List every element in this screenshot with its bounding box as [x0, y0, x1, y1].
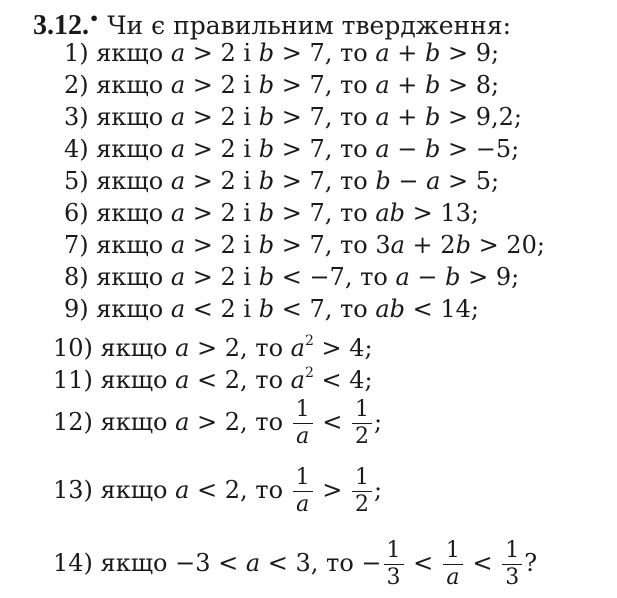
statement-item-8: 8) якщо a > 2 і b < −7, то a − b > 9;: [64, 263, 520, 291]
statement-item-2: 2) якщо a > 2 і b > 7, то a + b > 8;: [64, 71, 500, 99]
fraction: $\frac{1}{a}$: [443, 538, 463, 591]
statement-item-4: 4) якщо a > 2 і b > 7, то a − b > −5;: [64, 135, 520, 163]
statement-item-3: 3) якщо a > 2 і b > 7, то a + b > 9,2;: [64, 103, 523, 131]
statement-item-1: 1) якщо a > 2 і b > 7, то a + b > 9;: [64, 39, 500, 67]
fraction: $\frac{1}{3}$: [502, 538, 522, 591]
fraction: $\frac{1}{3}$: [384, 538, 404, 591]
statement-item-10: 10) якщо a > 2, то $a^2 > 4$;: [53, 333, 373, 362]
fraction: $\frac{1}{a}$: [293, 465, 313, 518]
difficulty-marker: •: [89, 9, 100, 28]
statement-item-14: 14) якщо −3 < a < 3, то − $\frac{1}{3}$ < $\frac{1}{a}$ < $\frac{1}{3}$ ?: [53, 538, 538, 590]
statement-item-13: 13) якщо a < 2, то $\frac{1}{a}$ > $\frac{1}{2}$ ;: [53, 465, 383, 517]
problem-question: Чи є правильним твердження:: [107, 11, 512, 40]
statement-item-5: 5) якщо a > 2 і b > 7, то b − a > 5;: [64, 167, 500, 195]
statement-item-6: 6) якщо a > 2 і b > 7, то ab > 13;: [64, 199, 479, 227]
problem-number: 3.12.: [33, 10, 89, 41]
statement-item-7: 7) якщо a > 2 і b > 7, то 3a + 2b > 20;: [64, 231, 545, 259]
statement-item-11: 11) якщо a < 2, то $a^2 < 4$;: [53, 365, 373, 394]
statement-item-9: 9) якщо a < 2 і b < 7, то ab < 14;: [64, 295, 479, 323]
fraction: $\frac{1}{a}$: [293, 397, 313, 450]
statement-item-12: 12) якщо a > 2, то $\frac{1}{a}$ < $\frac{1}{2}$ ;: [53, 397, 383, 449]
fraction: $\frac{1}{2}$: [352, 397, 372, 450]
fraction: $\frac{1}{2}$: [352, 465, 372, 518]
